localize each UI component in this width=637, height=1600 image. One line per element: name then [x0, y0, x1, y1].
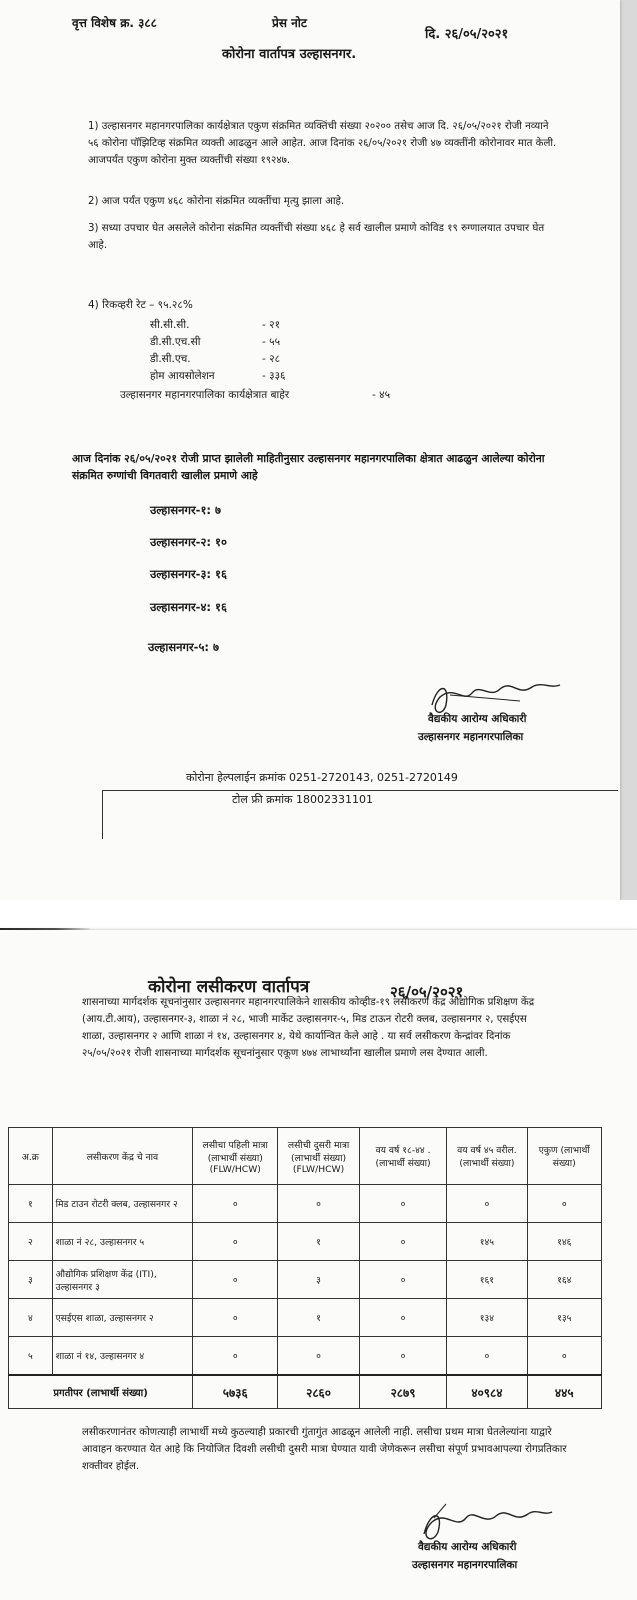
cell: ०: [359, 1299, 447, 1337]
signature-org: उल्हासनगर महानगरपालिका: [418, 731, 524, 743]
cell: ०: [527, 1185, 602, 1223]
cell: औद्योगिक प्रशिक्षण केंद्र (ITI), उल्हासनगर ३: [52, 1261, 192, 1299]
total-cell: ५७३६: [193, 1375, 278, 1409]
cell: १६१: [447, 1261, 527, 1299]
column-header: लसीचा पहिली मात्रा (लाभार्थी संख्या) (FLW/HCW): [193, 1128, 278, 1185]
cell: ०: [359, 1261, 447, 1299]
cell: १: [278, 1223, 359, 1261]
table-row: [9, 1299, 602, 1337]
cell: ०: [193, 1185, 278, 1223]
cell: ०: [193, 1223, 278, 1261]
cell: ०: [359, 1223, 447, 1261]
ward-count: उल्हासनगर-१: ७: [150, 503, 222, 517]
facility-name: होम आयसोलेशन: [150, 370, 215, 382]
total-label: प्रगतीपर (लाभार्थी संख्या): [9, 1375, 193, 1409]
press-note-label: प्रेस नोट: [272, 16, 307, 30]
cell: ०: [359, 1185, 447, 1223]
cell: ५: [9, 1337, 53, 1376]
item-3: 3) सध्या उपचार घेत असलेले कोरोना संक्रमित व्यक्तींची संख्या ४६८ हे सर्व खालील प्रमाणे कोविड १९ रुग्णालयात उपचार घेत आहे.: [88, 223, 545, 251]
facility-count: - ५५: [262, 336, 281, 348]
cell: १३४: [447, 1299, 527, 1337]
cell: ०: [527, 1337, 602, 1376]
table-row: [9, 1185, 602, 1223]
cell: मिड टाउन रोटरी क्लब, उल्हासनगर २: [52, 1185, 192, 1223]
table-row: [9, 1223, 602, 1261]
cell: १३५: [527, 1299, 602, 1337]
cell: १४६: [527, 1223, 602, 1261]
facility-name: सी.सी.सी.: [150, 319, 190, 331]
cell: ३: [278, 1261, 359, 1299]
table-row: [9, 1261, 602, 1299]
total-cell: ४०९८४: [447, 1375, 527, 1409]
cell: ०: [359, 1337, 447, 1376]
facility-count: - ३३६: [262, 370, 286, 382]
cell: ०: [278, 1185, 359, 1223]
vaccination-intro: शासनाच्या मार्गदर्शक सूचनांनुसार उल्हासनगर महानगरपालिकेने शासकीय कोव्हीड-१९ लसीकरण केंद्र औद्योगिक प्रशिक्षण केंद्र (आय.टी.आय), उल्हासनगर-३, शाळा नं २८, भाजी मार्केट उल्हासनगर-५, मिड टाऊन रोटरी क्लब, उल्हासनगर २, एसईएस शाळा, उल्हासनगर २ आणि शाळा नं १४, उल्हासनगर ४, येथे कार्यान्वित केले आहे . या सर्व लसीकरण केन्द्रांवर दिनांक २५/०५/२०२१ रोजी शासनाच्या मार्गदर्शक सूचनांनुसार एकूण ४७४ लाभार्थ्यांना खालील प्रमाणे लस देण्यात आली.: [82, 997, 535, 1059]
cell: एसईएस शाळा, उल्हासनगर २: [52, 1299, 192, 1337]
cell: १४५: [447, 1223, 527, 1261]
column-header: लसीकरण केंद्र चे नाव: [52, 1128, 192, 1185]
cell: शाळा नं १४, उल्हासनगर ४: [52, 1337, 192, 1376]
vaccination-title: कोरोना लसीकरण वार्तापत्र: [148, 977, 310, 997]
ward-intro: आज दिनांक २६/०५/२०२१ रोजी प्राप्त झालेली माहितीनुसार उल्हासनगर महानगरपालिका क्षेत्रात आढळुन आलेल्या कोरोना संक्रमित रुग्णांची विगतवारी खालील प्रमाणे आहे: [72, 452, 545, 482]
cell: २: [9, 1223, 53, 1261]
cell: ०: [193, 1299, 278, 1337]
cell: ०: [278, 1337, 359, 1376]
ward-count: उल्हासनगर-४: १६: [150, 600, 227, 614]
facility-count: - २८: [262, 353, 281, 365]
signature-title: वैद्यकीय आरोग्य अधिकारी: [428, 713, 527, 725]
circular-number: वृत्त विशेष क्र. ३८८: [72, 16, 157, 30]
item-1: 1) उल्हासनगर महानगरपालिका कार्यक्षेत्रात एकुण संक्रमित व्यक्तिंची संख्या २०२०० तसेच आज दि. २६/०५/२०२१ रोजी नव्याने ५६ कोरोना पॉझिटिव्ह संक्रमित व्यक्ती आढळुन आले आहेत. आज दिनांक २६/०५/२०२१ रोजी ४७ व्यक्तींनी कोरोनावर मात केली. आजपर्यंत एकुण कोरोना मुक्त व्यक्तींची संख्या १९२४७.: [88, 121, 557, 166]
facility-count: - ४५: [372, 389, 391, 401]
column-header: लसीची दुसरी मात्रा (लाभार्थी संख्या) (FLW/HCW): [278, 1128, 359, 1185]
page-title: कोरोना वार्तापत्र उल्हासनगर.: [222, 47, 357, 62]
cell: ३: [9, 1261, 53, 1299]
cell: ०: [447, 1185, 527, 1223]
total-cell: २८७९: [359, 1375, 447, 1409]
table-total-row: [9, 1375, 602, 1409]
cell: शाळा नं २८, उल्हासनगर ५: [52, 1223, 192, 1261]
cell: ०: [193, 1261, 278, 1299]
table-header-row: [9, 1128, 602, 1185]
facility-name: डी.सी.एच.: [150, 353, 191, 365]
helpline-numbers: कोरोना हेल्पलाईन क्रमांक 0251-2720143, 0251-2720149: [186, 771, 458, 784]
cell: ०: [193, 1337, 278, 1376]
column-header: एकुण (लाभार्थी संख्या): [527, 1128, 602, 1185]
item-2: 2) आज पर्यंत एकुण ४६८ कोरोना संक्रमित व्यक्तींचा मृत्यु झाला आहे.: [88, 196, 345, 207]
cell: ०: [447, 1337, 527, 1376]
ward-count: उल्हासनगर-२: १०: [150, 535, 227, 549]
cell: ४: [9, 1299, 53, 1337]
cell: १: [9, 1185, 53, 1223]
column-header: वय वर्ष ४५ वरील. (लाभार्थी संख्या): [447, 1128, 527, 1185]
toll-free-number: टोल फ्री क्रमांक 18002331101: [232, 793, 373, 806]
facility-name: उल्हासनगर महानगरपालिका कार्यक्षेत्रात बाहेर: [120, 389, 290, 401]
ward-count: उल्हासनगर-३: १६: [150, 567, 227, 581]
press-note-date: दि. २६/०५/२०२१: [425, 27, 509, 42]
cell: १: [278, 1299, 359, 1337]
facility-name: डी.सी.एच.सी: [150, 336, 201, 348]
cell: १६४: [527, 1261, 602, 1299]
signature-org: उल्हासनगर महानगरपालिका: [412, 1559, 518, 1571]
total-cell: २८६०: [278, 1375, 359, 1409]
vaccination-date: २६/०५/२०२१: [390, 983, 464, 1001]
recovery-rate: 4) रिकव्हरी रेट – ९५.२८%: [88, 299, 193, 311]
page-gap: [0, 900, 637, 930]
table-row: [9, 1337, 602, 1376]
vaccination-footer-note: लसीकरणानंतर कोणत्याही लाभार्थी मध्ये कुठल्याही प्रकारची गुंतागुंत आढळून आलेली नाही. लसीचा प्रथम मात्रा घेतलेल्यांना याद्वारे आवाहन करण्यात येत आहे कि नियोजित दिवशी लसीची दुसरी मात्रा घेण्यात यावी जेणेकरून लसीचा संपूर्ण प्रभावआपल्या रोगप्रतिकार शक्तीवर होईल.: [82, 1427, 567, 1472]
ward-count: उल्हासनगर-५: ७: [148, 640, 220, 654]
column-header: वय वर्ष १८-४४ . (लाभार्थी संख्या): [359, 1128, 447, 1185]
column-header: अ.क्र: [9, 1128, 53, 1185]
vaccination-table: [8, 1127, 602, 1409]
facility-count: - २१: [262, 319, 281, 331]
total-cell: ४४५: [527, 1375, 602, 1409]
signature-title: वैद्यकीय आरोग्य अधिकारी: [418, 1541, 517, 1553]
